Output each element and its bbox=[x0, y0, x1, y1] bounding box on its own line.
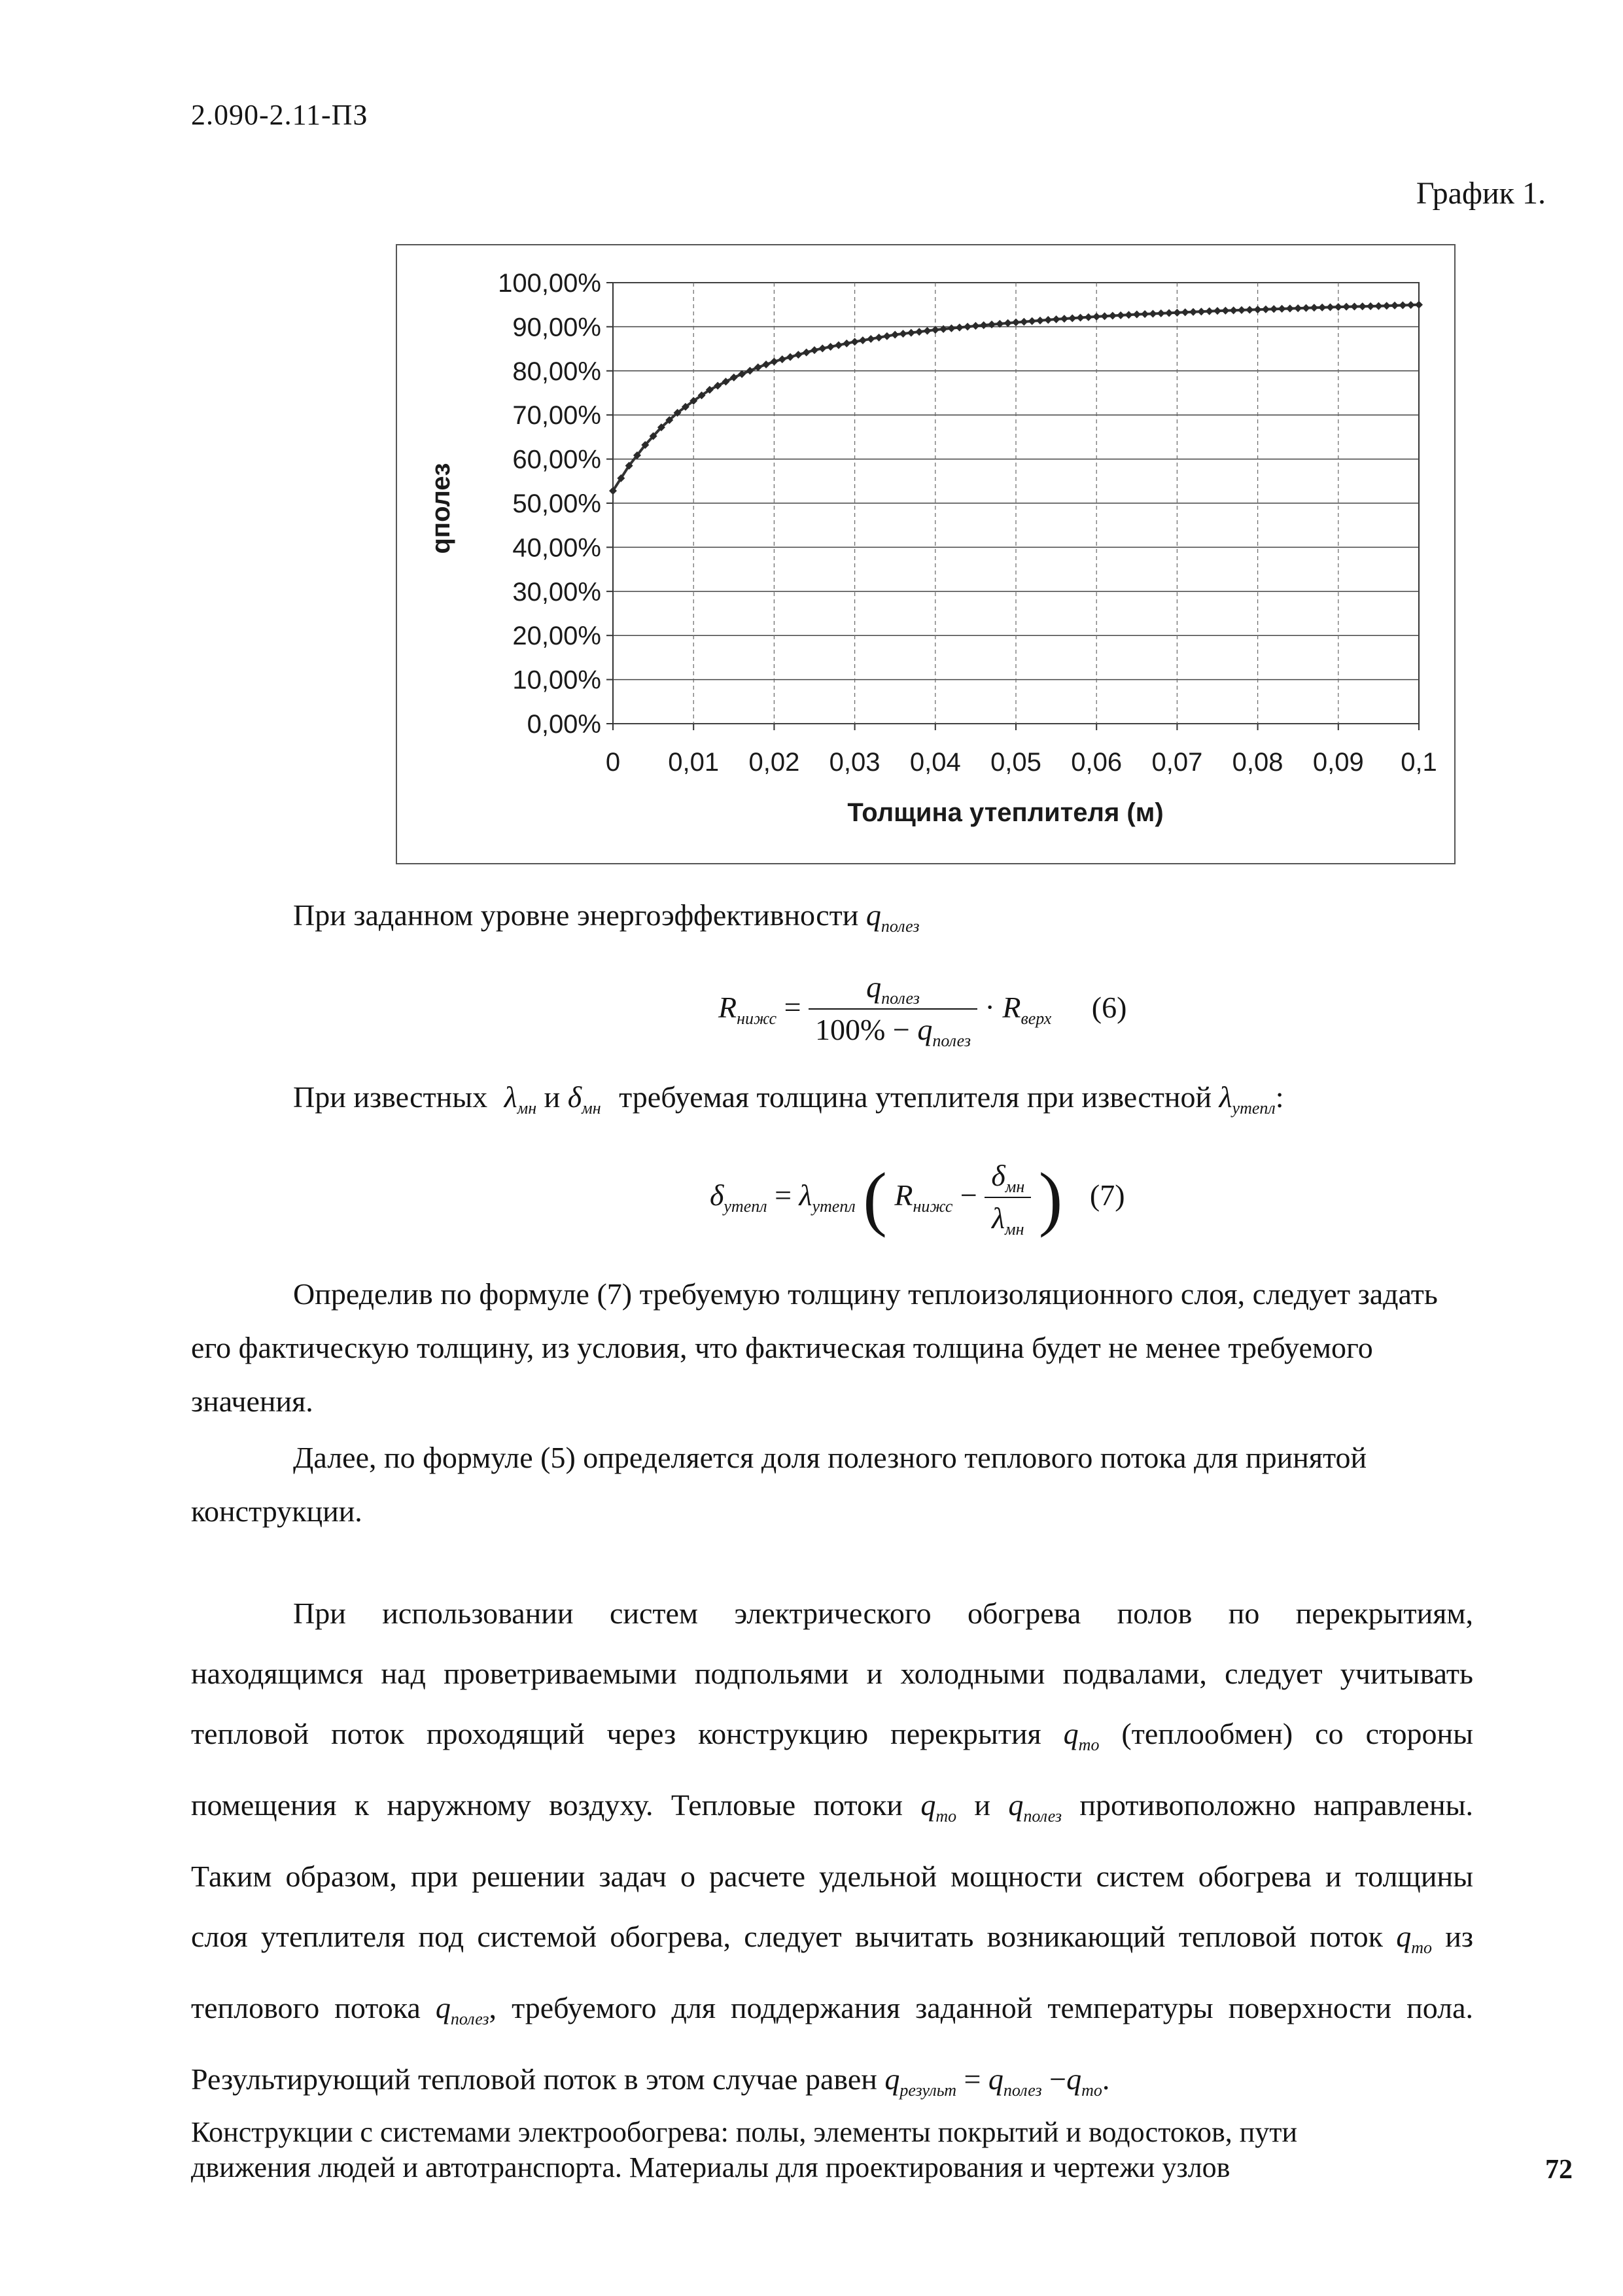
y-tick-label: 40,00% bbox=[512, 533, 601, 563]
data-point bbox=[1157, 309, 1165, 317]
colon: : bbox=[1275, 1080, 1284, 1114]
data-point bbox=[907, 329, 915, 337]
data-point bbox=[1085, 313, 1092, 321]
y-tick-label: 90,00% bbox=[512, 313, 601, 342]
known-prefix: При известных bbox=[293, 1080, 488, 1114]
data-point bbox=[851, 338, 859, 345]
data-point bbox=[1374, 302, 1382, 310]
y-tick-label: 30,00% bbox=[512, 577, 601, 607]
data-point bbox=[1109, 312, 1117, 320]
data-point bbox=[1318, 304, 1326, 311]
equals-sign: = bbox=[784, 990, 801, 1024]
x-tick-labels bbox=[606, 748, 1437, 777]
data-point bbox=[891, 331, 899, 339]
p3-line-8: Результирующий тепловой поток в этом случае равен $q_{результ} = q_{полез} -q_{то}$. bbox=[191, 2062, 1110, 2100]
data-point bbox=[1359, 302, 1367, 310]
data-point bbox=[1302, 304, 1310, 312]
data-point bbox=[1278, 305, 1286, 313]
data-point bbox=[786, 353, 794, 361]
delta-mn-symbol: $\delta_{мн}$ bbox=[567, 1080, 601, 1118]
chart-frame bbox=[396, 244, 1456, 864]
data-point bbox=[1181, 308, 1189, 316]
data-point bbox=[778, 355, 786, 363]
data-point bbox=[762, 361, 770, 368]
fraction-6-numerator: $q_{полез}$ bbox=[866, 970, 920, 1008]
data-point bbox=[1270, 305, 1278, 313]
data-point bbox=[1407, 301, 1415, 309]
x-tick-label: 0,02 bbox=[748, 748, 800, 777]
y-axis-label: qполез bbox=[427, 463, 455, 554]
y-tick-label: 0,00% bbox=[527, 710, 601, 739]
data-point bbox=[980, 321, 988, 329]
data-point bbox=[1221, 307, 1229, 315]
q-polez-symbol: $q_{полез}$ bbox=[865, 898, 920, 936]
x-tick-label: 0 bbox=[605, 748, 621, 777]
data-point bbox=[1326, 303, 1334, 311]
page-number: 72 bbox=[1545, 2155, 1573, 2185]
data-point bbox=[1044, 316, 1052, 324]
equals-sign-7: = bbox=[775, 1178, 792, 1212]
x-tick-label: 0,05 bbox=[990, 748, 1041, 777]
data-point bbox=[1028, 317, 1036, 325]
data-point bbox=[1391, 302, 1399, 309]
x-tick-label: 0,03 bbox=[829, 748, 881, 777]
formula-6 bbox=[718, 970, 1126, 1051]
p3-line-6: слоя утеплителя под системой обогрева, следует вычитать возникающий тепловой поток $q_{то}$ из bbox=[191, 1920, 1474, 1957]
data-point bbox=[1012, 319, 1020, 327]
x-tick-label: 0,08 bbox=[1232, 748, 1283, 777]
data-point bbox=[1213, 307, 1221, 315]
data-point bbox=[1060, 315, 1068, 323]
data-point bbox=[1197, 308, 1205, 315]
document-code: 2.090-2.11-ПЗ bbox=[191, 99, 368, 131]
data-point bbox=[827, 343, 835, 351]
data-point bbox=[1310, 304, 1318, 311]
data-point bbox=[875, 334, 883, 342]
data-point bbox=[1101, 312, 1109, 320]
fraction-7: $\frac{\delta_{мн}}{\lambda_{мн}}$ bbox=[985, 1158, 1031, 1239]
data-point bbox=[1117, 311, 1125, 319]
data-point bbox=[818, 345, 826, 353]
formula-7 bbox=[710, 1157, 1125, 1240]
data-point bbox=[867, 335, 875, 343]
data-point bbox=[1189, 308, 1197, 316]
r-nizh-7: $R_{нижс}$ bbox=[894, 1178, 953, 1216]
and-word: и bbox=[544, 1080, 561, 1114]
x-tick-label: 0,09 bbox=[1312, 748, 1364, 777]
data-point bbox=[1286, 304, 1294, 312]
data-point bbox=[794, 351, 802, 359]
multiply-dot: · bbox=[985, 990, 995, 1024]
data-point bbox=[1350, 303, 1358, 311]
data-point bbox=[1383, 302, 1391, 309]
data-point bbox=[1036, 317, 1044, 325]
data-point bbox=[923, 327, 931, 335]
x-tick-label: 0,06 bbox=[1071, 748, 1123, 777]
known-mid-text: требуемая толщина утеплителя при известной bbox=[619, 1080, 1212, 1114]
x-tick-label: 0,1 bbox=[1401, 748, 1437, 777]
data-point bbox=[1077, 314, 1085, 322]
paragraph-3: При использовании систем электрического обогрева полов по перекрытиям, находящимся над проветриваемыми подпольями и холодными подвалами, следует учитывать тепловой поток проходящий через конструкцию перекрытия $q_{то}$ (теплообмен) со стороны помещения к наружному воздуху. Тепловые потоки $q_{то}$ и $q_{полез}$ противоположно направлены. Таким образом, при решении задач о расчете удельной мощности систем обогрева и толщины слоя утеплителя под системой обогрева, следует вычитать возникающий тепловой поток $q_{то}$ из теплового потока $q_{полез}$, требуемого для поддержания заданной температуры поверхности пола. Результирующий тепловой поток в этом случае равен $q_{результ} = q_{полез} -q_{то}$. bbox=[191, 1583, 1473, 2121]
data-point bbox=[1230, 306, 1238, 314]
data-point bbox=[1133, 311, 1141, 319]
graph-label: График 1. bbox=[1416, 176, 1546, 211]
fraction-6 bbox=[809, 970, 977, 1051]
left-paren: ( bbox=[863, 1158, 887, 1238]
data-point bbox=[915, 328, 923, 336]
data-point bbox=[1399, 302, 1406, 309]
equation-number-7: (7) bbox=[1089, 1178, 1125, 1212]
data-point bbox=[947, 325, 955, 332]
x-axis-label: Толщина утеплителя (м) bbox=[847, 798, 1164, 827]
data-point bbox=[1053, 315, 1060, 323]
data-point bbox=[1342, 303, 1350, 311]
y-tick-label: 50,00% bbox=[512, 489, 601, 518]
data-point bbox=[956, 323, 964, 331]
fraction-6-denominator: $100\% - q_{полез}$ bbox=[809, 1008, 977, 1051]
data-point bbox=[1262, 306, 1270, 313]
chart bbox=[397, 245, 1454, 863]
data-point bbox=[1294, 304, 1302, 312]
data-point bbox=[1004, 319, 1012, 327]
data-point bbox=[1335, 303, 1342, 311]
data-point bbox=[770, 358, 778, 366]
data-point bbox=[859, 336, 867, 344]
data-point bbox=[1165, 309, 1173, 317]
data-point bbox=[1020, 318, 1028, 326]
y-tick-labels bbox=[498, 269, 601, 739]
known-values-line bbox=[293, 1080, 1284, 1118]
minus-sign: − bbox=[960, 1178, 977, 1212]
data-point bbox=[1246, 306, 1253, 314]
data-point bbox=[971, 322, 979, 330]
data-point bbox=[803, 349, 811, 357]
delta-utepl: $\delta_{утепл}$ bbox=[710, 1178, 767, 1216]
data-point bbox=[1206, 308, 1213, 315]
x-tick-label: 0,07 bbox=[1151, 748, 1203, 777]
data-point bbox=[1092, 313, 1100, 321]
data-point bbox=[1125, 311, 1132, 319]
data-point bbox=[1149, 309, 1157, 317]
y-tick-label: 60,00% bbox=[512, 445, 601, 474]
y-tick-label: 80,00% bbox=[512, 357, 601, 386]
x-tick-label: 0,01 bbox=[668, 748, 720, 777]
x-tick-label: 0,04 bbox=[909, 748, 961, 777]
p3-line-4: помещения к наружному воздуху. Тепловые потоки $q_{то}$ и $q_{полез}$ противоположно направлены. bbox=[191, 1788, 1473, 1826]
y-tick-label: 20,00% bbox=[512, 622, 601, 651]
p3-line-3: тепловой поток проходящий через конструкцию перекрытия $q_{то}$ (теплообмен) со стороны bbox=[191, 1717, 1474, 1754]
data-point bbox=[1141, 310, 1149, 318]
y-tick-label: 10,00% bbox=[512, 665, 601, 695]
intro-line bbox=[293, 898, 920, 936]
right-paren: ) bbox=[1038, 1158, 1063, 1238]
paragraph-2: Далее, по формуле (5) определяется доля полезного теплового потока для принятой конструкции. bbox=[191, 1441, 1367, 1528]
lambda-utepl-symbol: $\lambda_{утепл}$ bbox=[1219, 1080, 1276, 1118]
data-point bbox=[754, 363, 762, 371]
r-nizh: $R_{нижс}$ bbox=[718, 990, 777, 1028]
footer-text: Конструкции с системами электрообогрева: полы, элементы покрытий и водостоков, пути движения людей и автотранспорта. Материалы для проектирования и чертежи узлов bbox=[191, 2116, 1298, 2183]
y-tick-label: 100,00% bbox=[498, 269, 601, 298]
data-point bbox=[964, 323, 971, 330]
data-point bbox=[1238, 306, 1246, 314]
data-point bbox=[883, 332, 891, 340]
data-point bbox=[746, 367, 754, 375]
y-tick-label: 70,00% bbox=[512, 401, 601, 431]
data-point bbox=[835, 341, 843, 349]
data-point bbox=[1068, 314, 1076, 322]
data-point bbox=[1173, 309, 1181, 317]
lambda-mn-symbol: $\lambda_{мн}$ bbox=[504, 1080, 537, 1118]
data-point bbox=[1367, 302, 1374, 310]
chart-grid bbox=[606, 283, 1419, 730]
intro-text: При заданном уровне энергоэффективности bbox=[293, 898, 859, 932]
data-point bbox=[1254, 306, 1262, 313]
data-point bbox=[843, 340, 850, 347]
data-point bbox=[899, 330, 907, 338]
data-point bbox=[811, 346, 818, 354]
r-verh: $R_{верх}$ bbox=[1002, 990, 1052, 1028]
equation-number-6: (6) bbox=[1091, 990, 1127, 1024]
data-point bbox=[1415, 301, 1423, 309]
paragraph-1: Определив по формуле (7) требуемую толщину теплоизоляционного слоя, следует задать его фактическую толщину, из условия, что фактическая толщина будет не менее требуемого значения. bbox=[191, 1277, 1438, 1418]
lambda-utepl: $\lambda_{утепл}$ bbox=[799, 1178, 856, 1216]
p3-line-7: теплового потока $q_{полез}$, требуемого для поддержания заданной температуры поверхности пола. bbox=[191, 1991, 1474, 2028]
